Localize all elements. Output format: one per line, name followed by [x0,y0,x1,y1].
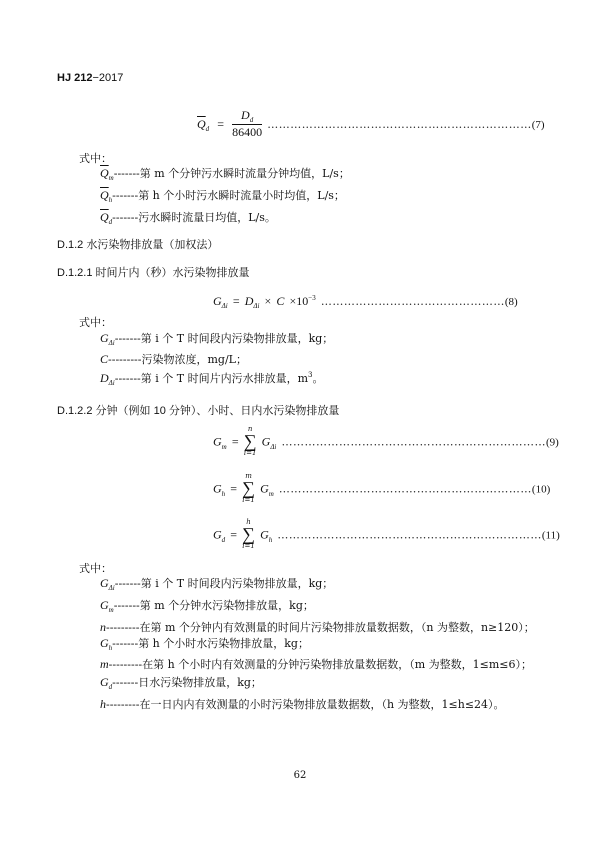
eq7-lhs-subscript: d [205,125,210,133]
def-subscript: Δi [108,339,115,347]
def-c [100,352,247,367]
def-text: -------污水瞬时流量日均值，L/s。 [112,211,276,224]
eq11-sum-lower: i=1 [242,542,255,550]
def-symbol: D [100,371,109,385]
def-symbol: n [100,620,106,634]
eq7-number: (7) [531,119,545,131]
eq7-lhs-symbol: $\overline{Q}$ [197,117,206,131]
eq11-term-subscript: h [268,535,273,544]
eq8-equals: = [232,294,240,308]
def-symbol: C [100,352,109,366]
equation-11: Gd = h ∑ i=1 Gh ……………………………………………………………(11) [213,518,560,550]
def-text: -------第 h 个小时水污染物排放量，kg； [112,637,309,650]
standard-code: HJ 212 [57,72,93,84]
def-symbol: G [100,598,109,612]
def-text: -------日水污染物排放量，kg； [112,676,262,689]
eq11-term-symbol: G [260,527,269,542]
def-symbol: $\overline{Q}$ [100,210,109,224]
def3-g-delta-i [100,576,333,592]
def-text: ---------在第 h 个小时内有效测量的分钟污染物排放量数据数，（m 为整数，1≤m≤6）； [108,658,532,671]
def-subscript: d [108,683,113,691]
def-text: ---------在第 m 个分钟内有效测量的时间片污染物排放量数据数，（n 为整数，n≥120）； [106,621,535,634]
section-d121-heading: D.1.2.1 时间片内（秒）水污染物排放量 [57,267,250,279]
eq8-c-symbol: C [276,294,285,308]
eq8-d-symbol: D [244,294,254,308]
eq8-exponent: −3 [308,294,316,302]
eq11-lhs-subscript: d [221,535,226,544]
eq10-sum: m ∑ i=1 [242,472,255,504]
def-subscript: h [108,196,113,204]
def-q-d [100,210,276,226]
eq9-lhs-symbol: G [213,434,222,449]
eq8-ten: 10 [296,294,309,308]
def3-g-m [100,598,314,614]
eq10-sum-upper: m [245,472,252,480]
eq10-term-symbol: G [260,481,269,496]
eq8-leader: ………………………………………… [320,295,505,308]
eq9-sum: n ∑ i=1 [243,425,257,457]
eq8-lhs-symbol: G [213,294,222,308]
def3-n [100,620,535,635]
def-subscript: m [108,606,114,614]
def-text: -------第 m 个分钟污水瞬时流量分钟均值，L/s； [113,167,350,180]
eq11-number: (11) [541,529,560,542]
eq7-fraction [232,108,262,139]
eq7-numerator-subscript: d [249,116,254,124]
eq11-leader: …………………………………………………………… [277,528,542,542]
def-text: ---------污染物浓度，mg/L； [108,353,247,366]
eq11-sum: h ∑ i=1 [242,518,255,550]
section-d122-heading: D.1.2.2 分钟（例如 10 分钟）、小时、日内水污染物排放量 [57,405,340,417]
equation-7: $\overline{Q}d$ = $\frac{D_d}{86400}$ ……………………………………………………………(7) [197,108,545,139]
eq9-term-symbol: G [261,434,271,449]
standard-year: −2017 [92,72,124,84]
def-subscript: Δi [108,379,115,387]
def-subscript: d [108,218,113,226]
where-label-2: 式中： [79,316,112,329]
equation-8 [213,290,518,309]
eq11-lhs-symbol: G [213,527,222,542]
def-text: ---------在一日内内有效测量的小时污染物排放量数据数，（h 为整数，1≤h≤24）。 [106,698,505,711]
eq7-leader: …………………………………………………………… [267,118,532,131]
eq10-lhs-subscript: h [221,489,226,498]
def-symbol: $\overline{Q}$ [100,166,109,180]
def-text: -------第 m 个分钟水污染物排放量，kg； [113,599,314,612]
eq9-leader: …………………………………………………………… [281,435,546,449]
page-number: 62 [293,770,307,781]
def-subscript: h [108,644,113,652]
section-d12-heading: D.1.2 水污染物排放量（加权法） [57,239,219,251]
where-label-1: 式中： [79,152,112,165]
def-subscript: Δi [108,584,115,592]
eq9-term-subscript: Δi [270,442,277,451]
equation-9: Gm = n ∑ i=1 GΔi ……………………………………………………………(9) [213,425,559,457]
eq9-sum-lower: i=1 [243,449,257,457]
eq8-times-2: × [289,294,297,308]
def-d-delta-i [100,371,324,387]
eq10-sum-lower: i=1 [242,496,255,504]
def-text: -------第 i 个 T 时间段内污染物排放量，kg； [114,332,334,345]
def-symbol: m [100,657,109,671]
eq8-times: × [264,294,272,308]
equation-10: Gh = m ∑ i=1 Gm …………………………………………………………(10) [213,472,551,504]
def-symbol: G [100,576,109,590]
def-symbol: $\overline{Q}$ [100,188,109,202]
def-q-h [100,188,345,204]
def3-m [100,657,532,672]
def-symbol: G [100,675,109,689]
eq10-lhs-symbol: G [213,481,222,496]
eq9-sum-upper: n [247,425,253,433]
eq8-lhs-subscript: Δi [221,302,228,310]
eq8-d-subscript: Δi [253,302,260,310]
eq11-sum-upper: h [246,518,251,526]
eq8-number: (8) [504,296,518,308]
def3-g-d [100,675,262,691]
eq10-number: (10) [531,483,551,496]
eq9-number: (9) [545,436,559,449]
def-text: -------第 h 个小时污水瞬时流量小时均值，L/s； [112,189,345,202]
def-superscript: 3 [308,371,313,379]
eq7-numerator-symbol: D [241,108,250,122]
def-q-m [100,166,350,182]
def3-g-h [100,636,309,652]
def-symbol: G [100,331,109,345]
eq10-leader: ………………………………………………………… [278,482,532,496]
eq7-denominator: 86400 [232,125,263,139]
def-text: -------第 i 个 T 时间段内污染物排放量，kg； [114,577,334,590]
def-subscript: m [108,174,114,182]
def3-h [100,697,505,712]
page-header [57,72,123,84]
where-label-3: 式中： [79,562,112,575]
def-tail: 。 [312,372,324,385]
def-text: -------第 i 个 T 时间片内污水排放量，m [114,372,309,385]
def-symbol: G [100,636,109,650]
def-symbol: h [100,697,106,711]
eq10-term-subscript: m [268,489,274,498]
def-g-delta-i [100,331,333,347]
eq9-lhs-subscript: m [221,442,227,451]
